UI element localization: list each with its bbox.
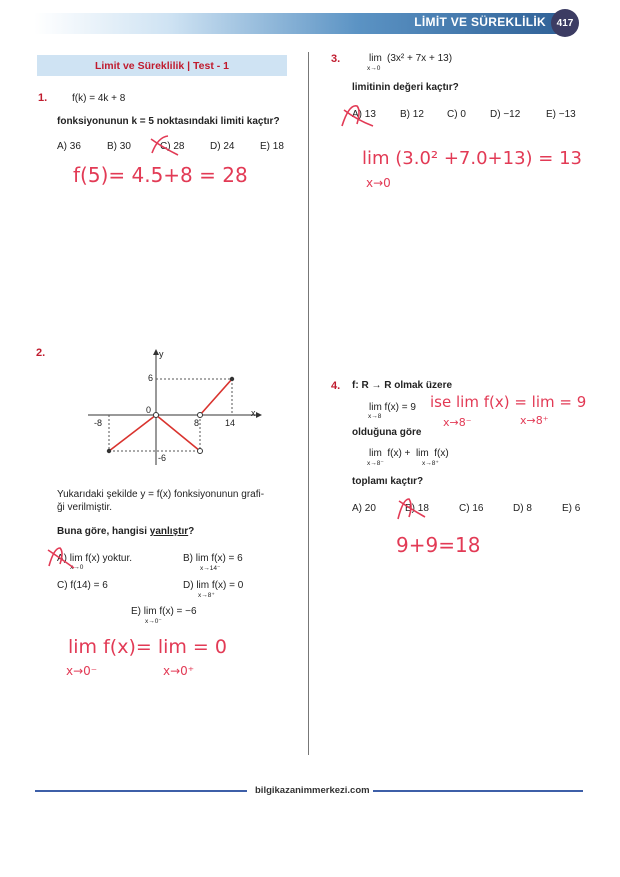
q2-choice-a-subscript: x→0: [70, 564, 84, 571]
q2-choice-a[interactable]: A) lim f(x) yoktur.: [57, 553, 133, 564]
q3-answer-cross-mark: [339, 102, 375, 132]
q2-axis-y-label: y: [159, 349, 164, 359]
q2-tick-8: 8: [194, 418, 200, 428]
q1-choice-e[interactable]: E) 18: [260, 141, 284, 152]
q4-choice-d[interactable]: D) 8: [513, 503, 532, 514]
q1-handwritten-solution: f(5)= 4.5+8 = 28: [73, 163, 248, 187]
q1-question: fonksiyonunun k = 5 noktasındaki limiti kaçtır?: [57, 116, 280, 127]
header-title: LİMİT VE SÜREKLİLİK: [414, 15, 546, 29]
q2-choice-d-subscript: x→8⁺: [198, 592, 215, 599]
q4-handwritten-subscript-right: x→8⁺: [520, 414, 549, 427]
q4-choice-a[interactable]: A) 20: [352, 503, 376, 514]
q2-choice-b[interactable]: B) lim f(x) = 6: [183, 553, 243, 564]
q4-handwritten-solution: 9+9=18: [396, 533, 481, 557]
q2-tick-0: 0: [146, 405, 152, 415]
q4-choice-e[interactable]: E) 6: [562, 503, 581, 514]
q1-choice-b[interactable]: B) 30: [107, 141, 131, 152]
test-title: Limit ve Süreklilik | Test - 1: [37, 55, 287, 76]
q3-handwritten-solution: lim (3.0² +7.0+13) = 13: [362, 148, 582, 169]
q4-condition: lim f(x) = 9: [369, 402, 416, 413]
q4-text-line1: f: R → R olmak üzere: [352, 380, 453, 391]
q2-choice-e[interactable]: E) lim f(x) = −6: [131, 606, 197, 617]
q2-handwritten-subscript-left: x→0⁻: [66, 664, 98, 678]
q4-expression-subscript-left: x→8⁻: [367, 460, 384, 467]
q4-choice-c[interactable]: C) 16: [459, 503, 484, 514]
q1-choice-d[interactable]: D) 24: [210, 141, 235, 152]
q3-lim: lim: [369, 53, 382, 64]
q3-choice-a[interactable]: A) 13: [352, 109, 376, 120]
q2-tick-14: 14: [225, 418, 236, 428]
q2-question-post: ?: [188, 526, 195, 537]
q2-choice-e-subscript: x→0⁻: [145, 618, 162, 625]
q2-handwritten-subscript-right: x→0⁺: [163, 664, 195, 678]
q3-choice-d[interactable]: D) −12: [490, 109, 521, 120]
q2-function-graph: [80, 345, 270, 470]
q2-question: [57, 526, 194, 537]
q3-choice-b[interactable]: B) 12: [400, 109, 424, 120]
q1-number: 1.: [38, 92, 48, 104]
q1-answer-cross-mark: [148, 133, 180, 157]
page-number: 417: [551, 9, 579, 37]
footer-line-left: [35, 790, 247, 792]
q2-question-pre: Buna göre, hangisi: [57, 526, 150, 537]
footer-line-right: [373, 790, 583, 792]
q3-choice-e[interactable]: E) −13: [546, 109, 576, 120]
q1-choice-c[interactable]: C) 28: [160, 141, 185, 152]
footer-website: bilgikazanimmerkezi.com: [255, 785, 370, 796]
q4-answer-cross-mark: [395, 495, 429, 523]
q2-number: 2.: [36, 347, 46, 359]
q4-handwritten-subscript-left: x→8⁻: [443, 416, 472, 429]
q3-number: 3.: [331, 53, 341, 65]
q4-question: toplamı kaçtır?: [352, 476, 424, 487]
q1-expression: f(k) = 4k + 8: [72, 93, 126, 104]
q4-condition-subscript: x→8: [368, 413, 382, 420]
q3-lim-subscript: x→0: [367, 65, 381, 72]
q4-text-line2: olduğuna göre: [352, 427, 422, 438]
q2-choice-d[interactable]: D) lim f(x) = 0: [183, 580, 244, 591]
q3-expression: (3x² + 7x + 13): [387, 53, 453, 64]
q2-text-line2: ği verilmiştir.: [57, 502, 113, 513]
q3-handwritten-subscript: x→0: [366, 176, 391, 190]
q2-handwritten-solution: lim f(x)= lim = 0: [68, 636, 227, 658]
q2-tick-neg6: -6: [158, 453, 167, 463]
q4-handwritten-condition: ise lim f(x) = lim = 9: [430, 393, 587, 411]
q2-choice-c[interactable]: C) f(14) = 6: [57, 580, 108, 591]
column-divider: [308, 52, 309, 755]
q4-number: 4.: [331, 380, 341, 392]
q4-expression-subscript-right: x→8⁺: [422, 460, 439, 467]
q2-tick-neg8: -8: [94, 418, 103, 428]
q4-expression: lim f(x) + lim f(x): [369, 448, 449, 459]
q2-answer-cross-mark: [46, 544, 76, 572]
q2-axis-x-label: x: [251, 408, 256, 418]
q4-choice-b[interactable]: B) 18: [405, 503, 429, 514]
q3-choice-c[interactable]: C) 0: [447, 109, 466, 120]
q3-question: limitinin değeri kaçtır?: [352, 82, 459, 93]
q2-text-line1: Yukarıdaki şekilde y = f(x) fonksiyonunun grafi-: [57, 489, 265, 500]
q2-tick-6: 6: [148, 373, 154, 383]
q1-choice-a[interactable]: A) 36: [57, 141, 81, 152]
q2-choice-b-subscript: x→14⁻: [200, 565, 221, 572]
q2-question-underlined: yanlıştır: [149, 526, 189, 537]
